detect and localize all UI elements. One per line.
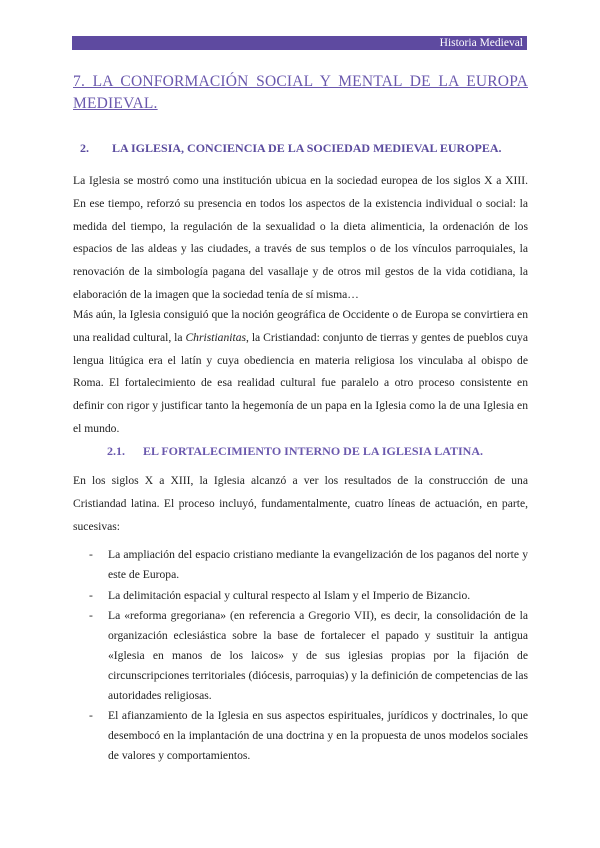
paragraph-2-text-a: Más aún, la Iglesia consiguió que la noción geográfica de Occidente o de Europa se convirtiera en una realidad cultural, la [73, 308, 528, 344]
list-item-text: La delimitación espacial y cultural respecto al Islam y el Imperio de Bizancio. [108, 588, 471, 602]
list-item-text: La «reforma gregoriana» (en referencia a Gregorio VII), es decir, la consolidación de la organización eclesiástica sobre la base de fortalecer el papado y sustituir la antigua «Iglesia en manos de los laicos» y de sus iglesias propias por la fijación de circunscripciones territoriales (diócesis, parroquias) y la definición de competencias de las autoridades religiosas. [108, 609, 528, 702]
subsection-title: EL FORTALECIMIENTO INTERNO DE LA IGLESIA LATINA. [143, 444, 483, 458]
bullet-list [73, 545, 528, 767]
bullet-dash: - [89, 609, 93, 623]
section-title: LA IGLESIA, CONCIENCIA DE LA SOCIEDAD MEDIEVAL EUROPEA. [112, 141, 502, 155]
list-item-text: La ampliación del espacio cristiano mediante la evangelización de los paganos del norte y este de Europa. [108, 548, 528, 581]
subsection-heading [73, 444, 483, 459]
list-item-text: El afianzamiento de la Iglesia en sus aspectos espirituales, jurídicos y doctrinales, lo que desembocó en la implantación de una doctrina y en la propuesta de unos modelos sociales de valores y comportamientos. [108, 709, 528, 762]
chapter-title-line-2: MEDIEVAL. [73, 95, 158, 112]
paragraph-2-italic: Christianitas [185, 330, 247, 344]
list-item [73, 545, 528, 585]
chapter-title-line-1: 7. LA CONFORMACIÓN SOCIAL Y MENTAL DE LA EUROPA [73, 73, 528, 90]
header-title: Historia Medieval [439, 37, 523, 49]
subsection-number: 2.1. [107, 444, 125, 458]
list-item [73, 606, 528, 705]
bullet-dash: - [89, 548, 93, 561]
paragraph-1: La Iglesia se mostró como una institución ubicua en la sociedad europea de los siglos X a XIII. En ese tiempo, reforzó su presencia en todos los aspectos de la existencia individual o social: la medida del tiempo, la regulación de la sexualidad o la dieta alimenticia, la ordenación de los espacios de las aldeas y las ciudades, a través de sus templos o de los vínculos parroquiales, la renovación de la simbología pagana del vasallaje y de otros mil gestos de la vida cotidiana, la elaboración de la imagen que la sociedad tenía de sí misma… [73, 174, 528, 301]
list-item [73, 706, 528, 765]
chapter-title [73, 71, 528, 115]
header-bar [72, 36, 527, 50]
bullet-dash: - [89, 709, 93, 723]
bullet-dash: - [89, 588, 93, 602]
paragraph-3: En los siglos X a XIII, la Iglesia alcanzó a ver los resultados de la construcción de una Cristiandad latina. El proceso incluyó, fundamentalmente, cuatro líneas de actuación, en parte, sucesivas: [73, 474, 528, 533]
paragraph-2 [73, 304, 528, 441]
section-number: 2. [80, 141, 89, 155]
section-heading [73, 141, 502, 156]
paragraph-2-text-b: , la Cristiandad: conjunto de tierras y gentes de pueblos cuya lengua litúgica era el latín y cuya obediencia en materia religiosa los vinculaba al obispo de Roma. El fortalecimiento de esa realidad cultural fue paralelo a otro proceso consistente en definir con rigor y justificar tanto la hegemonía de un papa en la Iglesia como la de una Iglesia en el mundo. [73, 330, 528, 435]
list-item [73, 586, 528, 606]
